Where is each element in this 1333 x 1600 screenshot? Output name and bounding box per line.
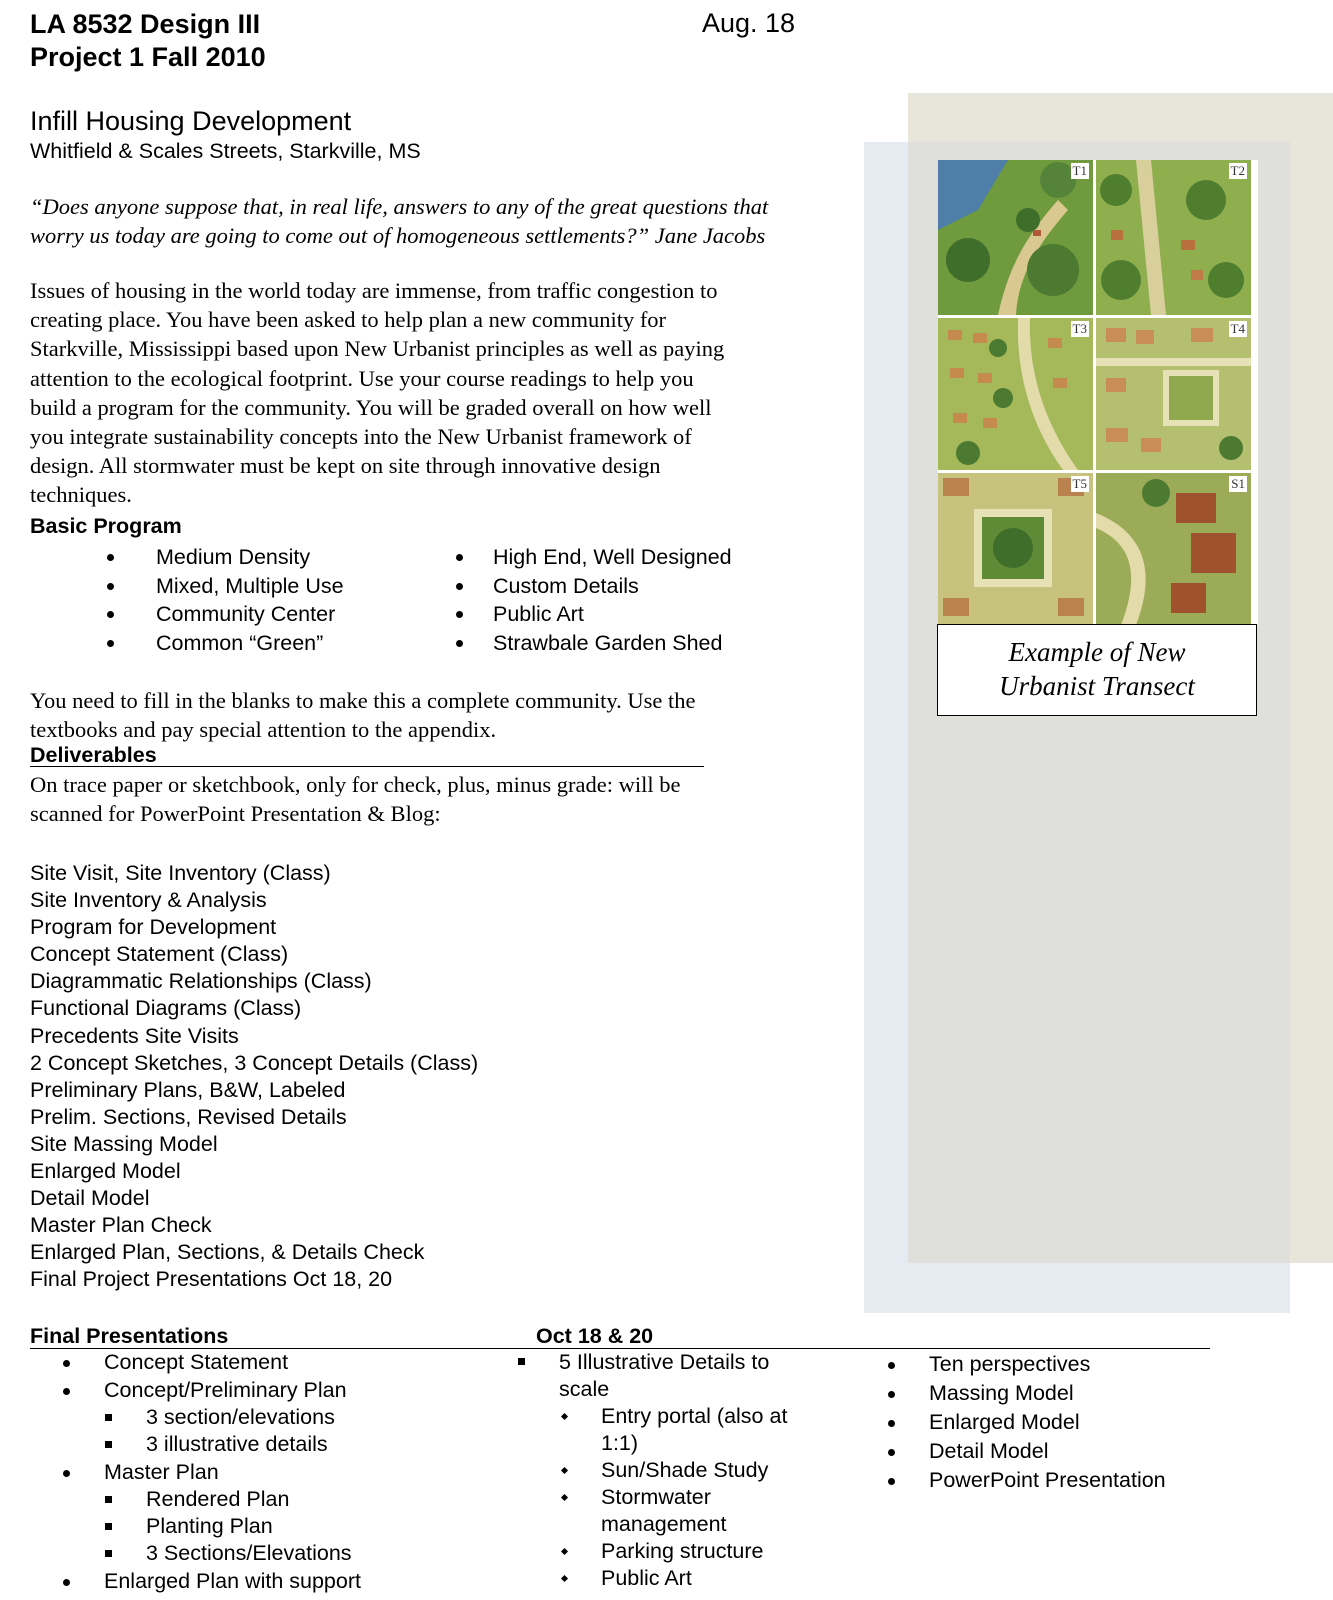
sub-list-item: Public Art	[601, 1565, 692, 1592]
intro-line: design. All stormwater must be kept on site through innovative design	[30, 453, 661, 479]
sub-list-item-continued: 1:1)	[601, 1431, 639, 1455]
list-item: Mixed, Multiple Use	[156, 572, 344, 601]
list-item-continued: scale	[559, 1377, 610, 1401]
caption-line: Urbanist Transect	[999, 671, 1195, 701]
intro-line: build a program for the community. You will be graded overall on how well	[30, 394, 712, 420]
list-item: Final Project Presentations Oct 18, 20	[30, 1267, 393, 1292]
list-item: Prelim. Sections, Revised Details	[30, 1104, 347, 1129]
list-item: Detail Model	[929, 1438, 1049, 1465]
bullet-icon	[888, 1391, 895, 1398]
sub-list-item: 3 illustrative details	[146, 1431, 328, 1458]
caption-line: Example of New	[1008, 637, 1186, 667]
sub-list-item: Rendered Plan	[146, 1486, 289, 1513]
sub-list-item: 3 Sections/Elevations	[146, 1540, 352, 1567]
bullet-icon	[888, 1478, 895, 1485]
list-item: Concept/Preliminary Plan	[104, 1377, 347, 1404]
list-item: Public Art	[493, 600, 732, 629]
bullet-icon	[63, 1579, 70, 1586]
intro-line: techniques.	[30, 482, 132, 508]
transect-label: S1	[1231, 476, 1245, 491]
transect-label: T4	[1230, 321, 1245, 336]
bullet-icon	[63, 1470, 70, 1477]
list-item: Site Visit, Site Inventory (Class)	[30, 861, 331, 885]
bullet-icon	[888, 1420, 895, 1427]
list-item: Program for Development	[30, 915, 277, 940]
bullet-icon	[561, 1413, 568, 1420]
bullet-icon	[105, 1550, 112, 1557]
list-item: PowerPoint Presentation	[929, 1467, 1166, 1494]
document-title: Infill Housing Development	[30, 106, 352, 136]
intro-line: Starkville, Mississippi based upon New Urbanist principles as well as paying	[30, 336, 725, 362]
list-item: 5 Illustrative Details to	[559, 1349, 769, 1376]
list-item: Enlarged Plan with support	[104, 1568, 361, 1595]
bullet-icon	[63, 1388, 70, 1395]
list-item: Master Plan	[104, 1459, 219, 1486]
bullet-icon	[105, 1496, 112, 1503]
list-item: Enlarged Plan, Sections, & Details Check	[30, 1240, 425, 1265]
list-item: Site Massing Model	[30, 1131, 218, 1156]
quote-line: “Does anyone suppose that, in real life, answers to any of the great questions that	[30, 194, 769, 219]
bullet-icon	[63, 1360, 70, 1367]
intro-line: you integrate sustainability concepts into the New Urbanist framework of	[30, 424, 692, 450]
sub-list-item: Sun/Shade Study	[601, 1457, 768, 1484]
bullet-icon	[105, 1414, 112, 1421]
bullet-icon	[105, 1523, 112, 1530]
deliverables-heading: Deliverables	[30, 743, 157, 767]
list-item: High End, Well Designed	[493, 543, 732, 572]
list-item: Common “Green”	[156, 629, 344, 658]
basic-program-heading: Basic Program	[30, 514, 182, 538]
fill-line: textbooks and pay special attention to the appendix.	[30, 717, 497, 743]
list-item: 2 Concept Sketches, 3 Concept Details (Class)	[30, 1050, 479, 1075]
list-item: Enlarged Model	[30, 1159, 181, 1184]
bullet-icon	[888, 1362, 895, 1369]
sub-list-item: Entry portal (also at	[601, 1403, 787, 1430]
transect-label: T3	[1072, 321, 1087, 336]
bullet-icon	[105, 1441, 112, 1448]
intro-line: creating place. You have been asked to help plan a new community for	[30, 307, 667, 333]
list-item: Custom Details	[493, 572, 732, 601]
list-item: Precedents Site Visits	[30, 1023, 239, 1048]
bullet-icon	[518, 1358, 525, 1365]
sub-list-item: Parking structure	[601, 1538, 764, 1565]
course-title: LA 8532 Design III	[30, 9, 261, 39]
sub-list-item: Stormwater	[601, 1484, 711, 1511]
bullet-icon	[561, 1548, 568, 1555]
transect-label: T5	[1072, 476, 1087, 491]
list-item: Detail Model	[30, 1186, 150, 1211]
location: Whitfield & Scales Streets, Starkville, MS	[30, 139, 421, 163]
list-item: Functional Diagrams (Class)	[30, 996, 302, 1021]
intro-line: Issues of housing in the world today are immense, from traffic congestion to	[30, 278, 718, 303]
list-item: Massing Model	[929, 1380, 1074, 1407]
transect-label: T2	[1230, 163, 1245, 178]
list-item: Concept Statement	[104, 1349, 288, 1376]
project-title: Project 1 Fall 2010	[30, 42, 266, 72]
bullet-icon	[888, 1449, 895, 1456]
bullet-icon	[561, 1467, 568, 1474]
bullet-icon	[561, 1575, 568, 1582]
bullet-icon	[561, 1494, 568, 1501]
intro-line: attention to the ecological footprint. Use your course readings to help you	[30, 365, 694, 391]
sub-list-item: Planting Plan	[146, 1513, 273, 1540]
list-item: Community Center	[156, 600, 344, 629]
quote-line: worry us today are going to come out of homogeneous settlements?” Jane Jacobs	[30, 223, 766, 248]
transect-label: T1	[1072, 163, 1087, 178]
sub-list-item: 3 section/elevations	[146, 1404, 335, 1431]
list-item: Medium Density	[156, 543, 344, 572]
list-item: Strawbale Garden Shed	[493, 629, 732, 658]
fill-line: You need to fill in the blanks to make this a complete community. Use the	[30, 688, 696, 713]
final-presentations-dates: Oct 18 & 20	[536, 1324, 654, 1348]
final-presentations-heading: Final Presentations	[30, 1324, 229, 1348]
list-item: Ten perspectives	[929, 1351, 1090, 1378]
list-item: Preliminary Plans, B&W, Labeled	[30, 1077, 346, 1102]
sub-list-item-continued: management	[601, 1512, 727, 1536]
deliverables-intro-line: On trace paper or sketchbook, only for check, plus, minus grade: will be	[30, 772, 681, 797]
date: Aug. 18	[702, 8, 796, 38]
deliverables-intro-line: scanned for PowerPoint Presentation & Blog:	[30, 801, 441, 827]
list-item: Master Plan Check	[30, 1213, 212, 1238]
list-item: Site Inventory & Analysis	[30, 888, 267, 913]
list-item: Concept Statement (Class)	[30, 942, 289, 967]
list-item: Enlarged Model	[929, 1409, 1080, 1436]
list-item: Diagrammatic Relationships (Class)	[30, 969, 372, 994]
